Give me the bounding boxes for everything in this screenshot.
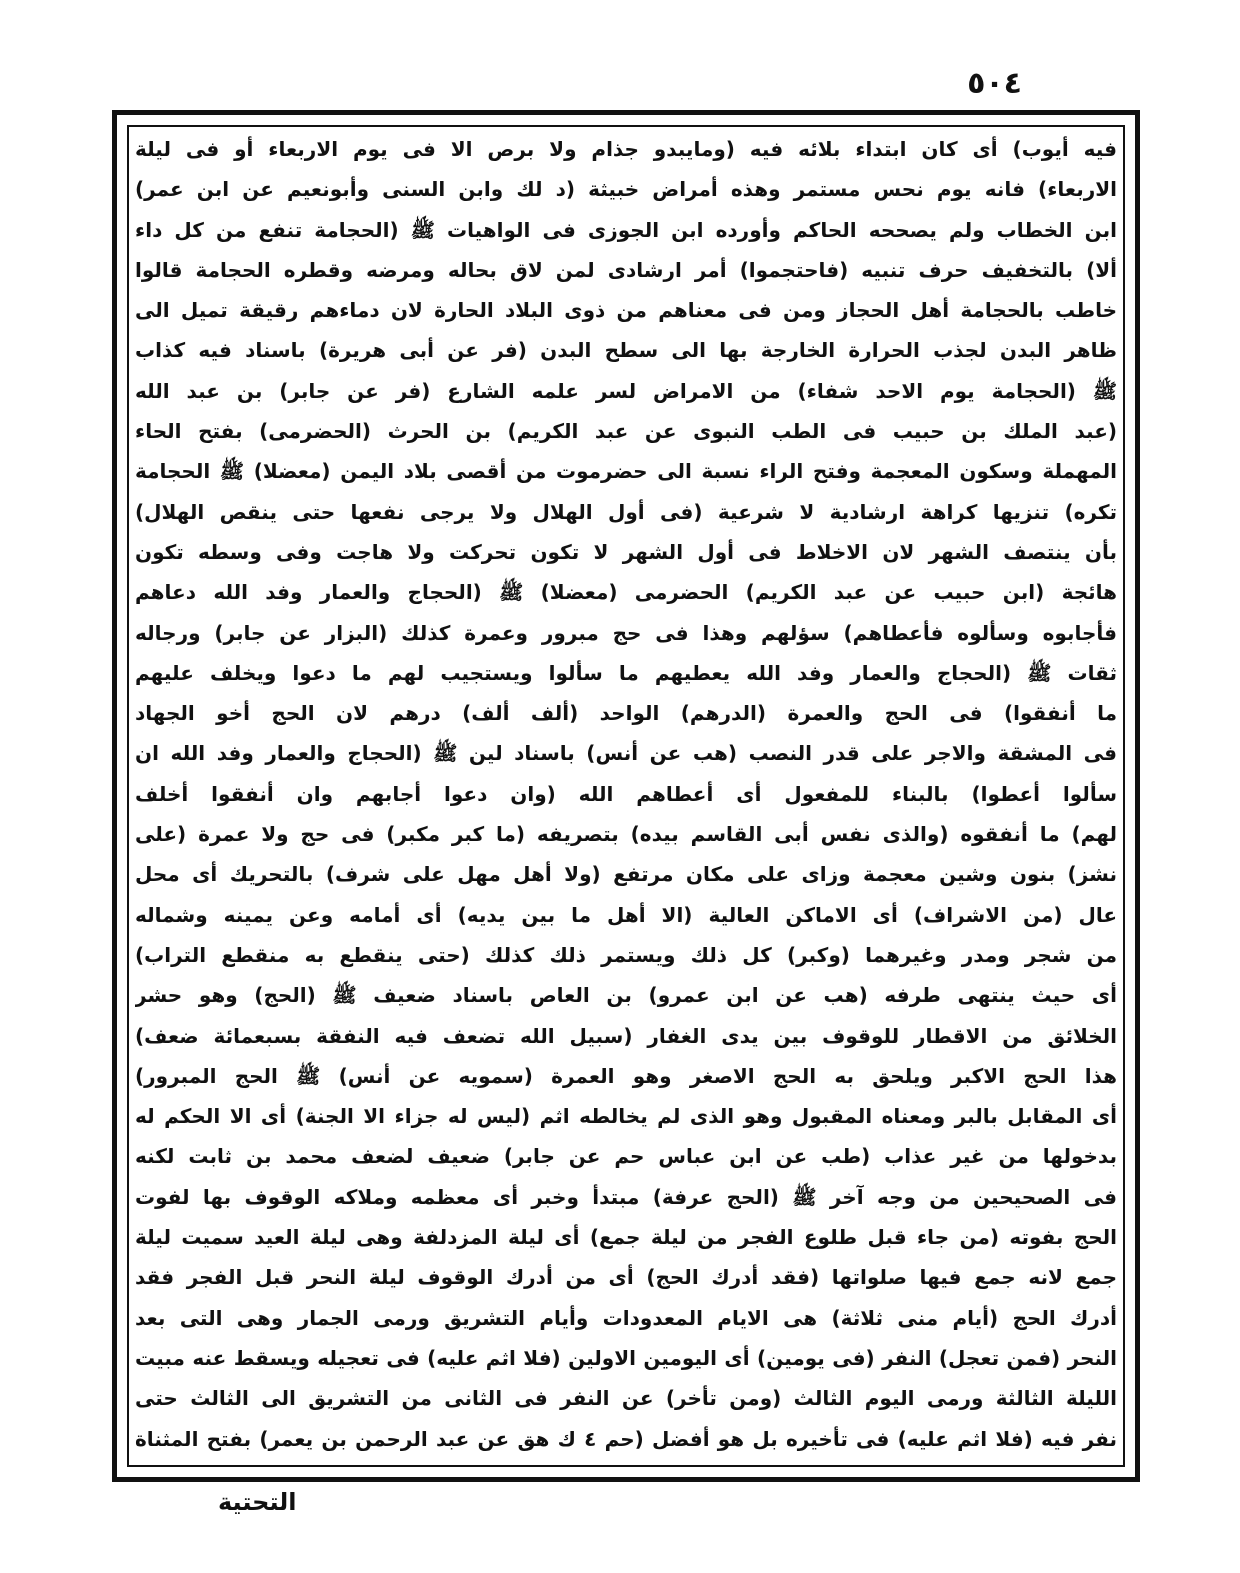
text-line: ﷺ (الحجامة يوم الاحد شفاء) من الامراض لسر علمه الشارع (فر عن جابر) بن عبد الله: [135, 378, 1117, 403]
text-frame: [112, 110, 1140, 1482]
text-line: ألا) بالتخفيف حرف تنبيه (فاحتجموا) أمر ارشادى لمن لاق بحاله ومرضه وقطره الحجامة قالوا: [135, 257, 1117, 282]
text-line: هذا الحج الاكبر ويلحق به الحج الاصغر وهو العمرة (سمويه عن أنس) ﷺ الحج المبرور): [135, 1063, 1117, 1088]
text-line: لهم) ما أنفقوه (والذى نفس أبى القاسم بيده) بتصريفه (ما كبر مكبر) فى حج ولا عمرة (على: [135, 822, 1117, 847]
text-line: فى المشقة والاجر على قدر النصب (هب عن أنس) باسناد لين ﷺ (الحجاج والعمار وفد الله ان: [135, 741, 1117, 766]
text-line: ما أنفقوا) فى الحج والعمرة (الدرهم) الواحد (ألف ألف) درهم لان الحج أخو الجهاد: [135, 701, 1117, 726]
page-number: ٥٠٤: [967, 66, 1022, 101]
text-line: الحج بفوته (من جاء قبل طلوع الفجر من ليلة جمع) أى ليلة المزدلفة وهى ليلة العيد سميت ليلة: [135, 1225, 1117, 1250]
text-line: جمع لانه جمع فيها صلواتها (فقد أدرك الحج) أى من أدرك الوقوف ليلة النحر قبل الفجر فقد: [135, 1265, 1117, 1290]
text-line: نشز) بنون وشين معجمة وزاى على مكان مرتفع (ولا أهل مهل على شرف) بالتحريك أى محل: [135, 862, 1117, 887]
text-line: فيه أيوب) أى كان ابتداء بلائه فيه (ومايبدو جذام ولا برص الا فى يوم الاربعاء أو فى ليلة: [135, 137, 1117, 161]
text-line: المهملة وسكون المعجمة وفتح الراء نسبة الى حضرموت من أقصى بلاد اليمن (معضلا) ﷺ الحجامة: [135, 459, 1117, 484]
text-line: عال (من الاشراف) أى الاماكن العالية (الا أهل ما بين يديه) أى أمامه وعن يمينه وشماله: [135, 902, 1117, 927]
text-line: أى حيث ينتهى طرفه (هب عن ابن عمرو) بن العاص باسناد ضعيف ﷺ (الحج) وهو حشر: [135, 983, 1117, 1008]
text-line: فى الصحيحين من وجه آخر ﷺ (الحج عرفة) مبتدأ وخبر أى معظمه وملاكه الوقوف بها لفوت: [135, 1184, 1117, 1209]
text-line: الخلائق من الاقطار للوقوف بين يدى الغفار (سبيل الله تضعف فيه النفقة بسبعمائة ضعف): [135, 1023, 1117, 1048]
text-line: الليلة الثالثة ورمى اليوم الثالث (ومن تأخر) عن النفر فى الثانى من التشريق الى الثالث حتى: [135, 1386, 1117, 1411]
text-line: ثقات ﷺ (الحجاج والعمار وفد الله يعطيهم ما سألوا ويستجيب لهم ما دعوا ويخلف عليهم: [135, 660, 1117, 685]
text-line: أدرك الحج (أيام منى ثلاثة) هى الايام المعدودات وأيام التشريق ورمى الجمار وهى التى بعد: [135, 1305, 1117, 1330]
text-line: بدخولها من غير عذاب (طب عن ابن عباس حم عن جابر) ضعيف لضعف محمد بن ثابت لكنه: [135, 1144, 1117, 1169]
text-line: فأجابوه وسألوه فأعطاهم) سؤلهم وهذا فى حج مبرور وعمرة كذلك (البزار عن جابر) ورجاله: [135, 620, 1117, 645]
text-line: ابن الخطاب ولم يصححه الحاكم وأورده ابن الجوزى فى الواهيات ﷺ (الحجامة تنفع من كل داء: [135, 217, 1117, 242]
text-line: الاربعاء) فانه يوم نحس مستمر وهذه أمراض خبيثة (د لك وابن السنى وأبونعيم عن ابن عمر): [135, 177, 1117, 202]
text-body: [135, 129, 1117, 1459]
text-line: بأن ينتصف الشهر لان الاخلاط فى أول الشهر لا تكون تحركت ولا هاجت وفى وسطه تكون: [135, 539, 1117, 564]
text-line: سألوا أعطوا) بالبناء للمفعول أى أعطاهم الله (وان دعوا أجابهم وان أنفقوا أخلف: [135, 781, 1117, 806]
text-line: (عبد الملك بن حبيب فى الطب النبوى عن عبد الكريم) بن الحرث (الحضرمى) بفتح الحاء: [135, 419, 1117, 444]
text-line: نفر فيه (فلا اثم عليه) فى تأخيره بل هو أفضل (حم ٤ ك هق عن عبد الرحمن بن يعمر) بفتح المثناة: [135, 1426, 1117, 1451]
text-line: النحر (فمن تعجل) النفر (فى يومين) أى اليومين الاولين (فلا اثم عليه) فى تعجيله ويسقط عنه مبيت: [135, 1345, 1117, 1370]
text-line: خاطب بالحجامة أهل الحجاز ومن فى معناهم من ذوى البلاد الحارة لان دماءهم رقيقة تميل الى: [135, 298, 1117, 323]
text-line: أى المقابل بالبر ومعناه المقبول وهو الذى لم يخالطه اثم (ليس له جزاء الا الجنة) أى الا الحكم له: [135, 1104, 1117, 1129]
text-line: هائجة (ابن حبيب عن عبد الكريم) الحضرمى (معضلا) ﷺ (الحجاج والعمار وفد الله دعاهم: [135, 580, 1117, 605]
text-line: من شجر ومدر وغيرهما (وكبر) كل ذلك ويستمر ذلك كذلك (حتى ينقطع به منقطع التراب): [135, 942, 1117, 967]
text-line: تكره) تنزيها كراهة ارشادية لا شرعية (فى أول الهلال ولا يرجى نفعها حتى ينقص الهلال): [135, 499, 1117, 524]
catchword: التحتية: [218, 1488, 297, 1516]
text-line: ظاهر البدن لجذب الحرارة الخارجة بها الى سطح البدن (فر عن أبى هريرة) باسناد فيه كذاب: [135, 338, 1117, 363]
